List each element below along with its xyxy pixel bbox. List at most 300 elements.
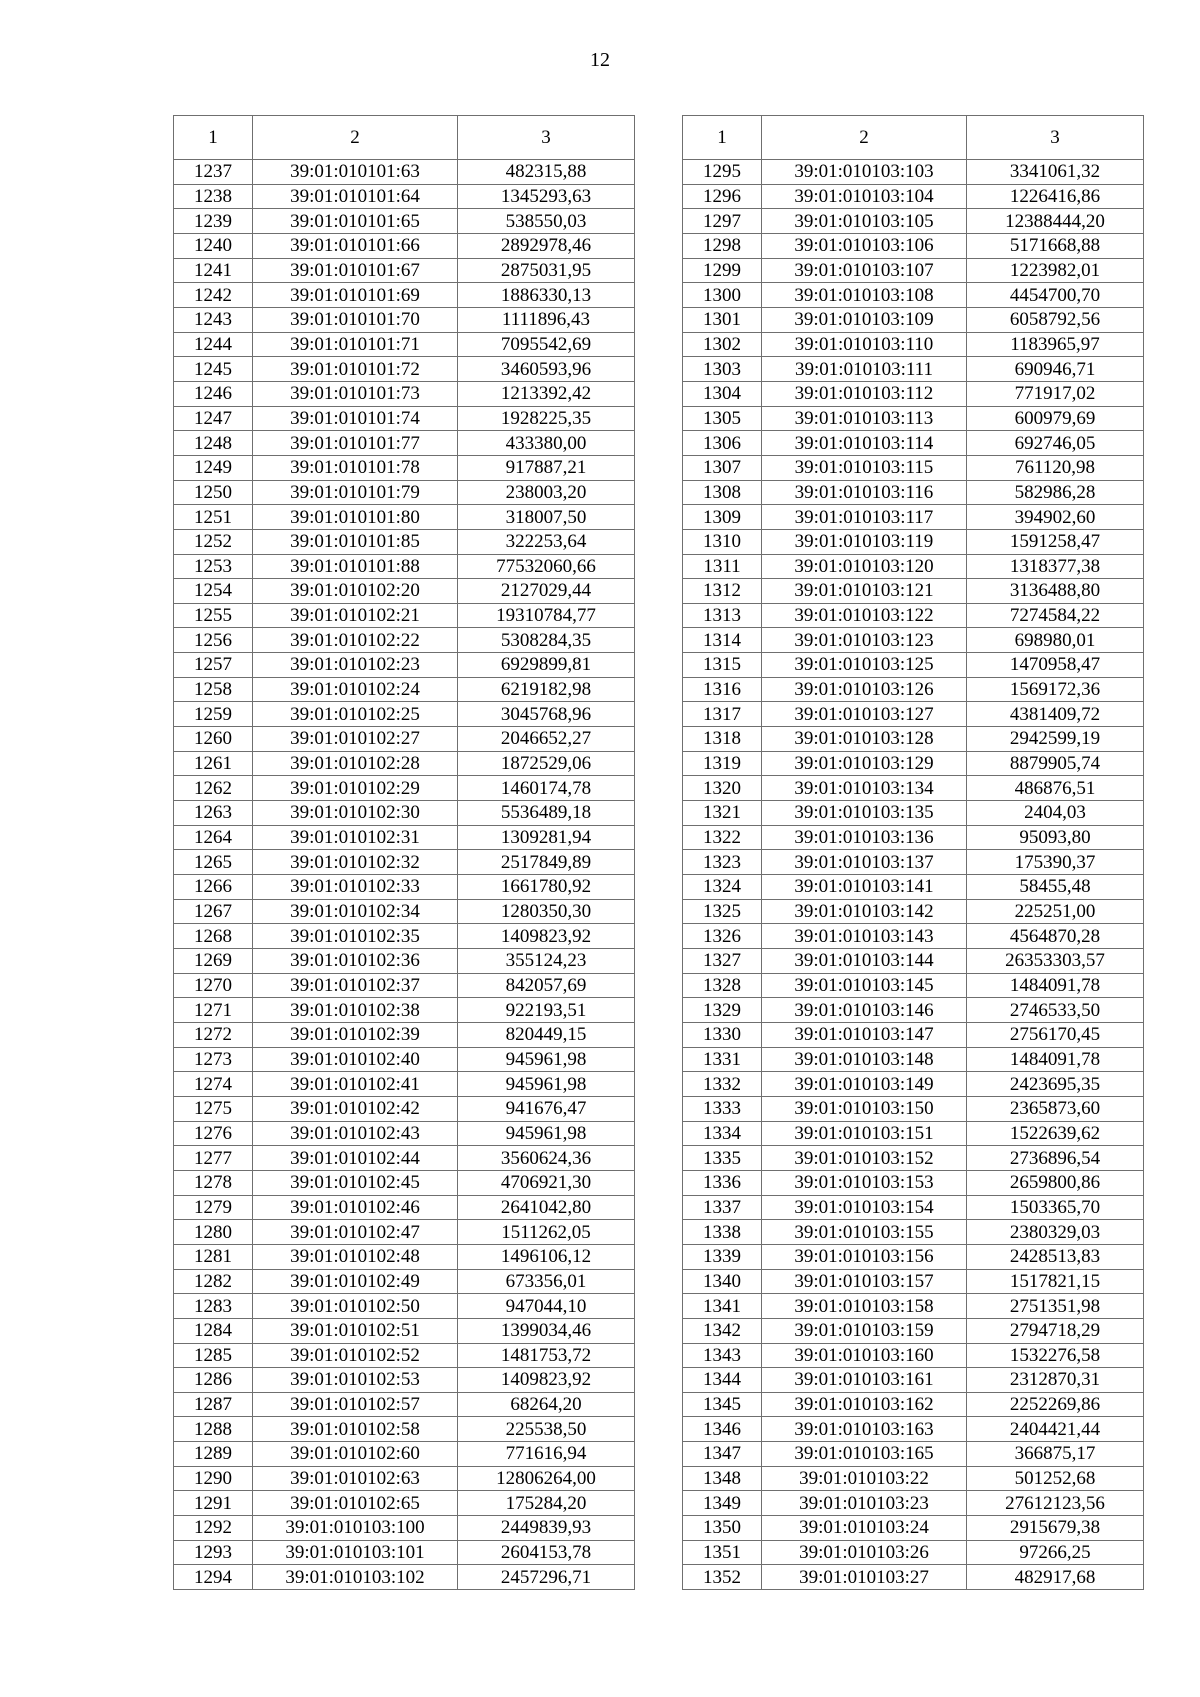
row-number-cell: 1264: [174, 825, 253, 850]
table-row: [683, 628, 1144, 653]
row-number-cell: 1332: [683, 1072, 762, 1097]
row-number-cell: 1274: [174, 1072, 253, 1097]
row-number-cell: 1346: [683, 1417, 762, 1442]
table-row: [683, 801, 1144, 826]
value-cell: 673356,01: [458, 1269, 635, 1294]
value-cell: 1183965,97: [967, 332, 1144, 357]
row-number-cell: 1266: [174, 875, 253, 900]
row-number-cell: 1246: [174, 381, 253, 406]
cadastral-number-cell: 39:01:010102:22: [253, 628, 458, 653]
table-row: [174, 209, 635, 234]
cadastral-number-cell: 39:01:010102:50: [253, 1294, 458, 1319]
table-row: [683, 973, 1144, 998]
row-number-cell: 1270: [174, 973, 253, 998]
cadastral-number-cell: 39:01:010102:32: [253, 850, 458, 875]
value-cell: 6058792,56: [967, 307, 1144, 332]
value-cell: 77532060,66: [458, 554, 635, 579]
cadastral-number-cell: 39:01:010102:27: [253, 727, 458, 752]
value-cell: 2659800,86: [967, 1170, 1144, 1195]
value-cell: 58455,48: [967, 875, 1144, 900]
value-cell: 8879905,74: [967, 751, 1144, 776]
row-number-cell: 1237: [174, 160, 253, 185]
table-row: [683, 579, 1144, 604]
cadastral-number-cell: 39:01:010103:107: [762, 258, 967, 283]
cadastral-number-cell: 39:01:010103:135: [762, 801, 967, 826]
value-cell: 238003,20: [458, 480, 635, 505]
cadastral-number-cell: 39:01:010101:66: [253, 233, 458, 258]
table-row: [683, 1466, 1144, 1491]
row-number-cell: 1242: [174, 283, 253, 308]
table-row: [683, 160, 1144, 185]
row-number-cell: 1349: [683, 1491, 762, 1516]
cadastral-number-cell: 39:01:010102:58: [253, 1417, 458, 1442]
row-number-cell: 1321: [683, 801, 762, 826]
table-row: [683, 727, 1144, 752]
table-row: [174, 1121, 635, 1146]
table-row: [683, 677, 1144, 702]
value-cell: 582986,28: [967, 480, 1144, 505]
value-cell: 1928225,35: [458, 406, 635, 431]
value-cell: 4564870,28: [967, 924, 1144, 949]
cadastral-number-cell: 39:01:010102:25: [253, 702, 458, 727]
table-row: [174, 751, 635, 776]
row-number-cell: 1275: [174, 1096, 253, 1121]
cadastral-number-cell: 39:01:010103:122: [762, 603, 967, 628]
row-number-cell: 1268: [174, 924, 253, 949]
cadastral-number-cell: 39:01:010103:152: [762, 1146, 967, 1171]
row-number-cell: 1276: [174, 1121, 253, 1146]
cadastral-number-cell: 39:01:010102:43: [253, 1121, 458, 1146]
row-number-cell: 1340: [683, 1269, 762, 1294]
row-number-cell: 1267: [174, 899, 253, 924]
left-table: [173, 115, 635, 1590]
table-row: [174, 653, 635, 678]
value-cell: 600979,69: [967, 406, 1144, 431]
table-row: [174, 1540, 635, 1565]
table-row: [683, 283, 1144, 308]
cadastral-number-cell: 39:01:010103:120: [762, 554, 967, 579]
cadastral-number-cell: 39:01:010103:111: [762, 357, 967, 382]
value-cell: 1111896,43: [458, 307, 635, 332]
cadastral-number-cell: 39:01:010101:74: [253, 406, 458, 431]
row-number-cell: 1344: [683, 1368, 762, 1393]
row-number-cell: 1239: [174, 209, 253, 234]
row-number-cell: 1279: [174, 1195, 253, 1220]
table-row: [683, 455, 1144, 480]
row-number-cell: 1249: [174, 455, 253, 480]
cadastral-number-cell: 39:01:010102:28: [253, 751, 458, 776]
table-row: [683, 1195, 1144, 1220]
row-number-cell: 1256: [174, 628, 253, 653]
cadastral-number-cell: 39:01:010102:53: [253, 1368, 458, 1393]
row-number-cell: 1327: [683, 949, 762, 974]
cadastral-number-cell: 39:01:010101:85: [253, 529, 458, 554]
row-number-cell: 1257: [174, 653, 253, 678]
cadastral-number-cell: 39:01:010101:67: [253, 258, 458, 283]
cadastral-number-cell: 39:01:010101:73: [253, 381, 458, 406]
cadastral-number-cell: 39:01:010103:128: [762, 727, 967, 752]
row-number-cell: 1319: [683, 751, 762, 776]
value-cell: 1481753,72: [458, 1343, 635, 1368]
row-number-cell: 1273: [174, 1047, 253, 1072]
cadastral-number-cell: 39:01:010103:24: [762, 1516, 967, 1541]
cadastral-number-cell: 39:01:010103:149: [762, 1072, 967, 1097]
cadastral-number-cell: 39:01:010102:63: [253, 1466, 458, 1491]
cadastral-number-cell: 39:01:010103:125: [762, 653, 967, 678]
cadastral-number-cell: 39:01:010103:146: [762, 998, 967, 1023]
value-cell: 1503365,70: [967, 1195, 1144, 1220]
cadastral-number-cell: 39:01:010102:45: [253, 1170, 458, 1195]
row-number-cell: 1281: [174, 1244, 253, 1269]
value-cell: 945961,98: [458, 1047, 635, 1072]
value-cell: 690946,71: [967, 357, 1144, 382]
value-cell: 1409823,92: [458, 924, 635, 949]
table-row: [174, 529, 635, 554]
table-row: [174, 406, 635, 431]
table-row: [683, 431, 1144, 456]
value-cell: 2404,03: [967, 801, 1144, 826]
cadastral-number-cell: 39:01:010103:142: [762, 899, 967, 924]
row-number-cell: 1329: [683, 998, 762, 1023]
table-row: [174, 480, 635, 505]
cadastral-number-cell: 39:01:010103:23: [762, 1491, 967, 1516]
row-number-cell: 1271: [174, 998, 253, 1023]
value-cell: 1484091,78: [967, 1047, 1144, 1072]
left-table-body: [174, 160, 635, 1590]
row-number-cell: 1333: [683, 1096, 762, 1121]
cadastral-number-cell: 39:01:010101:72: [253, 357, 458, 382]
cadastral-number-cell: 39:01:010103:134: [762, 776, 967, 801]
row-number-cell: 1265: [174, 850, 253, 875]
row-number-cell: 1334: [683, 1121, 762, 1146]
value-cell: 2423695,35: [967, 1072, 1144, 1097]
value-cell: 2746533,50: [967, 998, 1144, 1023]
left-table-header: [174, 116, 635, 160]
value-cell: 1511262,05: [458, 1220, 635, 1245]
value-cell: 1569172,36: [967, 677, 1144, 702]
table-row: [174, 1220, 635, 1245]
row-number-cell: 1338: [683, 1220, 762, 1245]
row-number-cell: 1238: [174, 184, 253, 209]
cadastral-number-cell: 39:01:010103:101: [253, 1540, 458, 1565]
value-cell: 2794718,29: [967, 1318, 1144, 1343]
table-row: [174, 603, 635, 628]
row-number-cell: 1325: [683, 899, 762, 924]
value-cell: 501252,68: [967, 1466, 1144, 1491]
header-col-3: 3: [967, 116, 1144, 160]
header-col-3: 3: [458, 116, 635, 160]
table-row: [174, 727, 635, 752]
row-number-cell: 1303: [683, 357, 762, 382]
table-row: [174, 431, 635, 456]
value-cell: 3460593,96: [458, 357, 635, 382]
cadastral-number-cell: 39:01:010103:116: [762, 480, 967, 505]
value-cell: 1661780,92: [458, 875, 635, 900]
value-cell: 6929899,81: [458, 653, 635, 678]
table-row: [683, 1220, 1144, 1245]
row-number-cell: 1263: [174, 801, 253, 826]
cadastral-number-cell: 39:01:010102:36: [253, 949, 458, 974]
value-cell: 1484091,78: [967, 973, 1144, 998]
row-number-cell: 1345: [683, 1392, 762, 1417]
row-number-cell: 1350: [683, 1516, 762, 1541]
cadastral-number-cell: 39:01:010102:42: [253, 1096, 458, 1121]
row-number-cell: 1324: [683, 875, 762, 900]
row-number-cell: 1248: [174, 431, 253, 456]
cadastral-number-cell: 39:01:010103:154: [762, 1195, 967, 1220]
table-row: [683, 1244, 1144, 1269]
row-number-cell: 1308: [683, 480, 762, 505]
row-number-cell: 1284: [174, 1318, 253, 1343]
row-number-cell: 1298: [683, 233, 762, 258]
table-row: [683, 258, 1144, 283]
table-row: [683, 1146, 1144, 1171]
value-cell: 945961,98: [458, 1121, 635, 1146]
cadastral-number-cell: 39:01:010102:48: [253, 1244, 458, 1269]
table-row: [174, 1466, 635, 1491]
table-row: [174, 1096, 635, 1121]
value-cell: 2756170,45: [967, 1022, 1144, 1047]
row-number-cell: 1328: [683, 973, 762, 998]
value-cell: 538550,03: [458, 209, 635, 234]
cadastral-number-cell: 39:01:010103:161: [762, 1368, 967, 1393]
cadastral-number-cell: 39:01:010102:57: [253, 1392, 458, 1417]
cadastral-number-cell: 39:01:010102:35: [253, 924, 458, 949]
row-number-cell: 1247: [174, 406, 253, 431]
table-row: [174, 283, 635, 308]
value-cell: 3045768,96: [458, 702, 635, 727]
table-row: [683, 776, 1144, 801]
cadastral-number-cell: 39:01:010103:109: [762, 307, 967, 332]
cadastral-number-cell: 39:01:010103:117: [762, 505, 967, 530]
cadastral-number-cell: 39:01:010103:143: [762, 924, 967, 949]
table-row: [683, 233, 1144, 258]
table-row: [683, 949, 1144, 974]
value-cell: 2365873,60: [967, 1096, 1144, 1121]
value-cell: 12806264,00: [458, 1466, 635, 1491]
table-row: [683, 603, 1144, 628]
row-number-cell: 1251: [174, 505, 253, 530]
cadastral-number-cell: 39:01:010103:156: [762, 1244, 967, 1269]
row-number-cell: 1262: [174, 776, 253, 801]
row-number-cell: 1336: [683, 1170, 762, 1195]
table-row: [174, 184, 635, 209]
row-number-cell: 1315: [683, 653, 762, 678]
cadastral-number-cell: 39:01:010102:38: [253, 998, 458, 1023]
row-number-cell: 1283: [174, 1294, 253, 1319]
value-cell: 1409823,92: [458, 1368, 635, 1393]
cadastral-number-cell: 39:01:010103:121: [762, 579, 967, 604]
table-row: [683, 1392, 1144, 1417]
row-number-cell: 1304: [683, 381, 762, 406]
row-number-cell: 1301: [683, 307, 762, 332]
cadastral-number-cell: 39:01:010103:123: [762, 628, 967, 653]
cadastral-number-cell: 39:01:010102:47: [253, 1220, 458, 1245]
row-number-cell: 1307: [683, 455, 762, 480]
row-number-cell: 1277: [174, 1146, 253, 1171]
row-number-cell: 1306: [683, 431, 762, 456]
value-cell: 2046652,27: [458, 727, 635, 752]
cadastral-number-cell: 39:01:010102:20: [253, 579, 458, 604]
value-cell: 175284,20: [458, 1491, 635, 1516]
row-number-cell: 1310: [683, 529, 762, 554]
cadastral-number-cell: 39:01:010103:100: [253, 1516, 458, 1541]
table-row: [683, 825, 1144, 850]
table-row: [174, 850, 635, 875]
table-row: [174, 949, 635, 974]
header-col-2: 2: [762, 116, 967, 160]
table-row: [683, 1170, 1144, 1195]
value-cell: 2942599,19: [967, 727, 1144, 752]
value-cell: 1226416,86: [967, 184, 1144, 209]
row-number-cell: 1295: [683, 160, 762, 185]
cadastral-number-cell: 39:01:010101:69: [253, 283, 458, 308]
table-row: [174, 1022, 635, 1047]
table-row: [174, 677, 635, 702]
table-row: [174, 1170, 635, 1195]
value-cell: 947044,10: [458, 1294, 635, 1319]
value-cell: 2404421,44: [967, 1417, 1144, 1442]
value-cell: 97266,25: [967, 1540, 1144, 1565]
table-row: [174, 1516, 635, 1541]
cadastral-number-cell: 39:01:010103:110: [762, 332, 967, 357]
table-row: [174, 1442, 635, 1467]
table-row: [174, 1565, 635, 1590]
row-number-cell: 1352: [683, 1565, 762, 1590]
row-number-cell: 1300: [683, 283, 762, 308]
cadastral-number-cell: 39:01:010101:78: [253, 455, 458, 480]
cadastral-number-cell: 39:01:010103:26: [762, 1540, 967, 1565]
cadastral-number-cell: 39:01:010103:158: [762, 1294, 967, 1319]
value-cell: 5536489,18: [458, 801, 635, 826]
value-cell: 1213392,42: [458, 381, 635, 406]
value-cell: 4381409,72: [967, 702, 1144, 727]
table-row: [683, 480, 1144, 505]
row-number-cell: 1335: [683, 1146, 762, 1171]
table-row: [683, 899, 1144, 924]
cadastral-number-cell: 39:01:010103:144: [762, 949, 967, 974]
cadastral-number-cell: 39:01:010102:41: [253, 1072, 458, 1097]
table-row: [683, 702, 1144, 727]
table-row: [174, 1417, 635, 1442]
cadastral-number-cell: 39:01:010103:127: [762, 702, 967, 727]
table-row: [174, 1244, 635, 1269]
row-number-cell: 1285: [174, 1343, 253, 1368]
value-cell: 945961,98: [458, 1072, 635, 1097]
table-row: [174, 357, 635, 382]
row-number-cell: 1351: [683, 1540, 762, 1565]
table-row: [174, 924, 635, 949]
row-number-cell: 1316: [683, 677, 762, 702]
table-row: [683, 1417, 1144, 1442]
value-cell: 19310784,77: [458, 603, 635, 628]
table-row: [174, 1072, 635, 1097]
cadastral-number-cell: 39:01:010102:29: [253, 776, 458, 801]
row-number-cell: 1253: [174, 554, 253, 579]
cadastral-number-cell: 39:01:010101:70: [253, 307, 458, 332]
row-number-cell: 1302: [683, 332, 762, 357]
row-number-cell: 1330: [683, 1022, 762, 1047]
table-row: [683, 505, 1144, 530]
row-number-cell: 1294: [174, 1565, 253, 1590]
value-cell: 4454700,70: [967, 283, 1144, 308]
value-cell: 1496106,12: [458, 1244, 635, 1269]
row-number-cell: 1343: [683, 1343, 762, 1368]
row-number-cell: 1272: [174, 1022, 253, 1047]
table-row: [174, 776, 635, 801]
row-number-cell: 1317: [683, 702, 762, 727]
cadastral-number-cell: 39:01:010103:108: [762, 283, 967, 308]
table-row: [174, 1269, 635, 1294]
row-number-cell: 1293: [174, 1540, 253, 1565]
value-cell: 922193,51: [458, 998, 635, 1023]
cadastral-number-cell: 39:01:010102:31: [253, 825, 458, 850]
value-cell: 486876,51: [967, 776, 1144, 801]
cadastral-number-cell: 39:01:010103:22: [762, 1466, 967, 1491]
table-row: [174, 825, 635, 850]
value-cell: 2892978,46: [458, 233, 635, 258]
value-cell: 771917,02: [967, 381, 1144, 406]
value-cell: 941676,47: [458, 1096, 635, 1121]
cadastral-number-cell: 39:01:010103:102: [253, 1565, 458, 1590]
table-row: [683, 381, 1144, 406]
table-row: [683, 332, 1144, 357]
value-cell: 1280350,30: [458, 899, 635, 924]
value-cell: 2736896,54: [967, 1146, 1144, 1171]
cadastral-number-cell: 39:01:010103:106: [762, 233, 967, 258]
table-row: [174, 381, 635, 406]
row-number-cell: 1252: [174, 529, 253, 554]
table-row: [683, 209, 1144, 234]
table-row: [683, 1121, 1144, 1146]
row-number-cell: 1313: [683, 603, 762, 628]
table-row: [174, 579, 635, 604]
value-cell: 820449,15: [458, 1022, 635, 1047]
table-row: [683, 406, 1144, 431]
value-cell: 26353303,57: [967, 949, 1144, 974]
cadastral-number-cell: 39:01:010103:155: [762, 1220, 967, 1245]
value-cell: 4706921,30: [458, 1170, 635, 1195]
cadastral-number-cell: 39:01:010101:65: [253, 209, 458, 234]
table-row: [683, 850, 1144, 875]
cadastral-number-cell: 39:01:010103:163: [762, 1417, 967, 1442]
cadastral-number-cell: 39:01:010103:104: [762, 184, 967, 209]
row-number-cell: 1255: [174, 603, 253, 628]
right-table-header: [683, 116, 1144, 160]
value-cell: 3560624,36: [458, 1146, 635, 1171]
table-row: [683, 1294, 1144, 1319]
row-number-cell: 1312: [683, 579, 762, 604]
table-row: [174, 455, 635, 480]
row-number-cell: 1297: [683, 209, 762, 234]
value-cell: 2915679,38: [967, 1516, 1144, 1541]
row-number-cell: 1292: [174, 1516, 253, 1541]
cadastral-number-cell: 39:01:010103:165: [762, 1442, 967, 1467]
cadastral-number-cell: 39:01:010103:137: [762, 850, 967, 875]
cadastral-number-cell: 39:01:010102:40: [253, 1047, 458, 1072]
value-cell: 95093,80: [967, 825, 1144, 850]
row-number-cell: 1322: [683, 825, 762, 850]
cadastral-number-cell: 39:01:010103:141: [762, 875, 967, 900]
value-cell: 2449839,93: [458, 1516, 635, 1541]
value-cell: 698980,01: [967, 628, 1144, 653]
cadastral-number-cell: 39:01:010101:88: [253, 554, 458, 579]
table-row: [174, 1146, 635, 1171]
cadastral-number-cell: 39:01:010103:114: [762, 431, 967, 456]
value-cell: 225538,50: [458, 1417, 635, 1442]
value-cell: 2428513,83: [967, 1244, 1144, 1269]
row-number-cell: 1288: [174, 1417, 253, 1442]
